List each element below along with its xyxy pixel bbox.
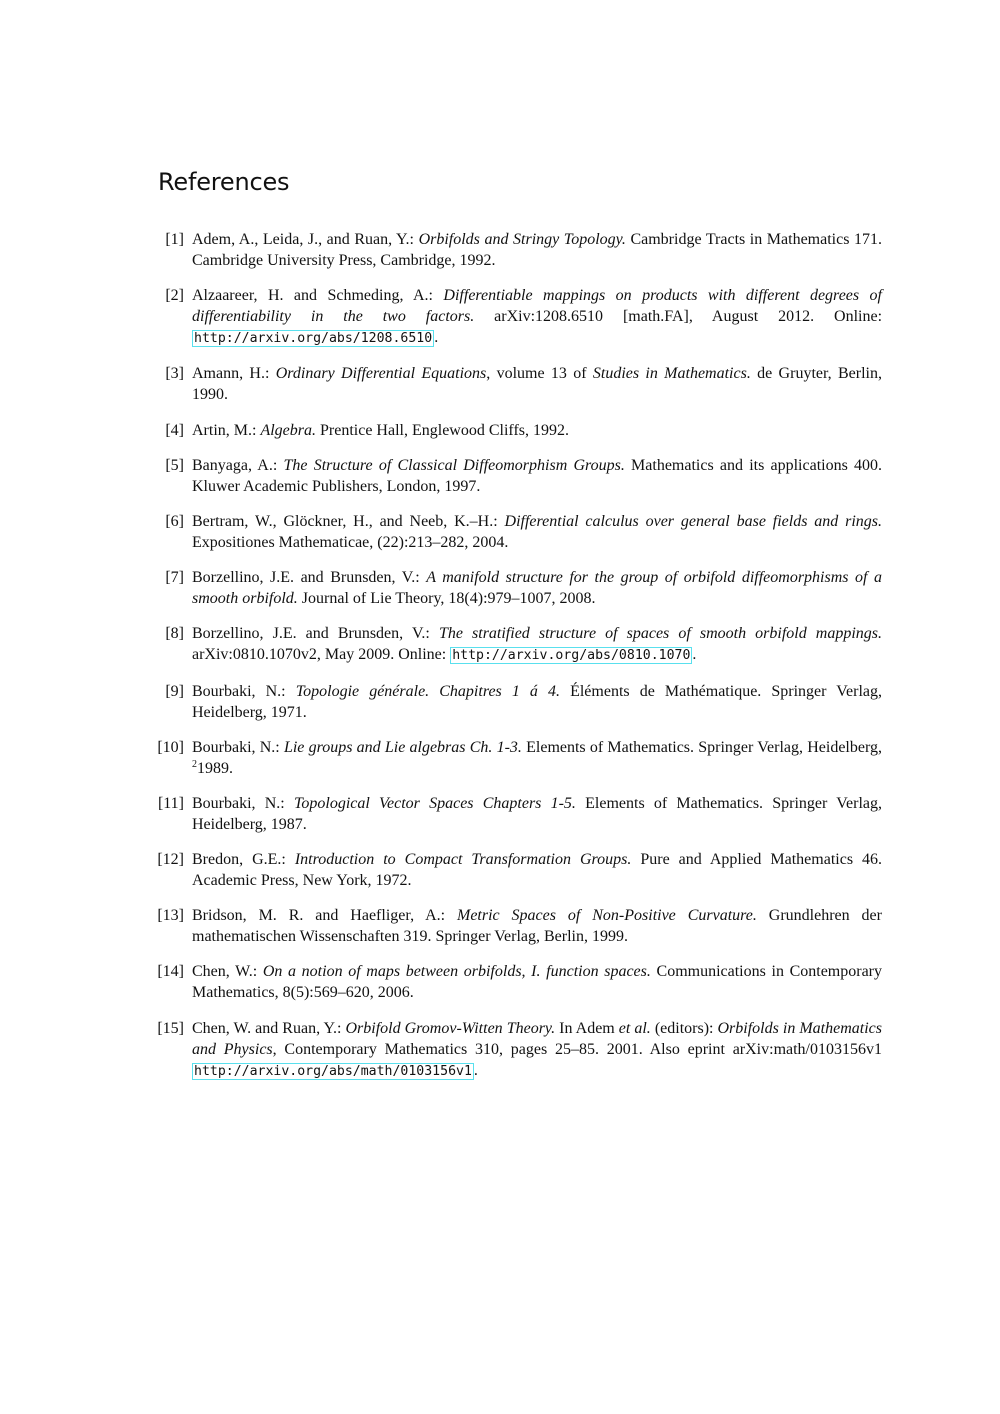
reference-text: Communications in Contemporary Mathematics, 8(5):569–620, 2006. [192, 963, 882, 1002]
reference-entry [150, 961, 882, 1003]
reference-text: arXiv:1208.6510 [math.FA], August 2012. Online: [474, 308, 883, 326]
reference-text: 1989. [197, 759, 233, 777]
reference-title: et al. [618, 1019, 651, 1037]
reference-title: Orbifolds in Mathematics and Physics [192, 1019, 882, 1058]
reference-entry [150, 793, 882, 835]
reference-text: Expositiones Mathematicae, (22):213–282, 2004. [192, 533, 509, 551]
reference-number: [2] [165, 287, 184, 305]
reference-entry [150, 1018, 882, 1082]
reference-entry [150, 229, 882, 271]
reference-number: [1] [165, 231, 184, 248]
reference-entry [150, 849, 882, 891]
reference-number: [5] [165, 456, 184, 474]
reference-text: de Gruyter, Berlin, 1990. [192, 365, 882, 404]
reference-text: Bredon, G.E.: [192, 851, 295, 869]
reference-number: [6] [165, 512, 184, 530]
reference-text: Pure and Applied Mathematics 46. Academic Press, New York, 1972. [192, 851, 883, 890]
reference-title: Metric Spaces of Non-Positive Curvature. [457, 907, 757, 925]
reference-number: [14] [157, 963, 184, 981]
reference-url-link[interactable]: http://arxiv.org/abs/1208.6510 [194, 331, 433, 347]
reference-title: The Structure of Classical Diffeomorphism Groups. [283, 456, 625, 474]
reference-text: Artin, M.: [192, 421, 261, 439]
reference-text: Bertram, W., Glöckner, H., and Neeb, K.–H.: [192, 512, 505, 530]
reference-number: [9] [165, 682, 184, 700]
reference-text: Adem, A., Leida, J., and Ruan, Y.: [192, 231, 419, 248]
reference-text: Bourbaki, N.: [192, 682, 296, 700]
reference-entry [150, 455, 882, 497]
reference-number: [10] [157, 738, 184, 756]
reference-text: Journal of Lie Theory, 18(4):979–1007, 2008. [297, 590, 596, 608]
reference-title: Orbifold Gromov-Witten Theory. [345, 1019, 556, 1037]
reference-text: In Adem [555, 1019, 619, 1037]
reference-entry [150, 363, 882, 405]
reference-url-link[interactable]: http://arxiv.org/abs/math/0103156v1 [194, 1063, 472, 1079]
reference-text: . [692, 646, 697, 664]
reference-title: Differentiable mappings on products with different degrees of differentiability in the two factors. [192, 287, 882, 326]
reference-number: [8] [165, 625, 184, 643]
reference-text: , volume 13 of [486, 365, 593, 383]
reference-text: . [473, 1061, 478, 1079]
reference-text: Borzellino, J.E. and Brunsden, V.: [192, 569, 427, 587]
reference-title: Algebra. [260, 421, 316, 439]
reference-title: Studies in Mathematics. [592, 365, 751, 383]
reference-title: Ordinary Differential Equations [275, 365, 487, 383]
reference-title: Introduction to Compact Transformation Groups. [294, 851, 632, 869]
reference-title: Topologie générale. Chapitres 1 á 4. [295, 682, 561, 700]
reference-title: Topological Vector Spaces Chapters 1-5. [293, 794, 576, 812]
reference-number: [12] [157, 851, 184, 869]
reference-text: Cambridge Tracts in Mathematics 171. Cambridge University Press, Cambridge, 1992. [192, 231, 883, 269]
reference-text: Prentice Hall, Englewood Cliffs, 1992. [316, 421, 569, 439]
reference-title: Orbifolds and Stringy Topology. [418, 231, 626, 248]
reference-text: arXiv:0810.1070v2, May 2009. Online: [192, 646, 451, 664]
reference-title: On a notion of maps between orbifolds, I. function spaces. [262, 963, 651, 981]
reference-number: [11] [157, 794, 184, 812]
reference-entry [150, 285, 882, 349]
reference-url-link[interactable]: http://arxiv.org/abs/0810.1070 [452, 648, 691, 664]
reference-text: Amann, H.: [192, 365, 276, 383]
reference-entry [150, 511, 882, 553]
reference-number: [15] [157, 1019, 184, 1037]
reference-entry [150, 623, 882, 666]
reference-text: Bridson, M. R. and Haefliger, A.: [192, 907, 457, 925]
reference-text: Chen, W.: [192, 963, 263, 981]
reference-text: , Contemporary Mathematics 310, pages 25–85. 2001. Also eprint arXiv:math/0103156v1 [272, 1040, 882, 1058]
reference-entry [150, 681, 882, 723]
reference-title: Differential calculus over general base fields and rings. [504, 512, 883, 530]
reference-text: Bourbaki, N.: [192, 738, 284, 756]
reference-text: (editors): [650, 1019, 718, 1037]
reference-text: Alzaareer, H. and Schmeding, A.: [192, 287, 444, 305]
page-title: References [158, 168, 290, 196]
reference-number: [13] [157, 907, 184, 925]
reference-text: . [434, 329, 439, 347]
reference-list [150, 229, 882, 1096]
reference-entry [150, 905, 882, 947]
edition-superscript: 2 [192, 758, 197, 770]
reference-text: Éléments de Mathématique. Springer Verlag, Heidelberg, 1971. [192, 682, 883, 721]
reference-title: A manifold structure for the group of orbifold diffeomorphisms of a smooth orbifold. [192, 569, 882, 608]
reference-title: The stratified structure of spaces of smooth orbifold mappings. [438, 625, 882, 643]
reference-text: Elements of Mathematics. Springer Verlag, Heidelberg, [521, 738, 883, 756]
reference-text: Bourbaki, N.: [192, 794, 294, 812]
reference-text: Grundlehren der mathematischen Wissenschaften 319. Springer Verlag, Berlin, 1999. [192, 907, 882, 946]
reference-text: Borzellino, J.E. and Brunsden, V.: [192, 625, 439, 643]
reference-title: Lie groups and Lie algebras Ch. 1-3. [283, 738, 522, 756]
reference-text: Mathematics and its applications 400. Kluwer Academic Publishers, London, 1997. [192, 456, 883, 495]
reference-number: [7] [165, 569, 184, 587]
reference-entry [150, 420, 882, 441]
reference-number: [4] [165, 421, 184, 439]
reference-text: Chen, W. and Ruan, Y.: [192, 1019, 346, 1037]
reference-text: Elements of Mathematics. Springer Verlag, Heidelberg, 1987. [192, 794, 883, 833]
reference-number: [3] [165, 365, 184, 383]
reference-text: Banyaga, A.: [192, 456, 284, 474]
reference-entry [150, 567, 882, 609]
reference-entry [150, 737, 882, 779]
